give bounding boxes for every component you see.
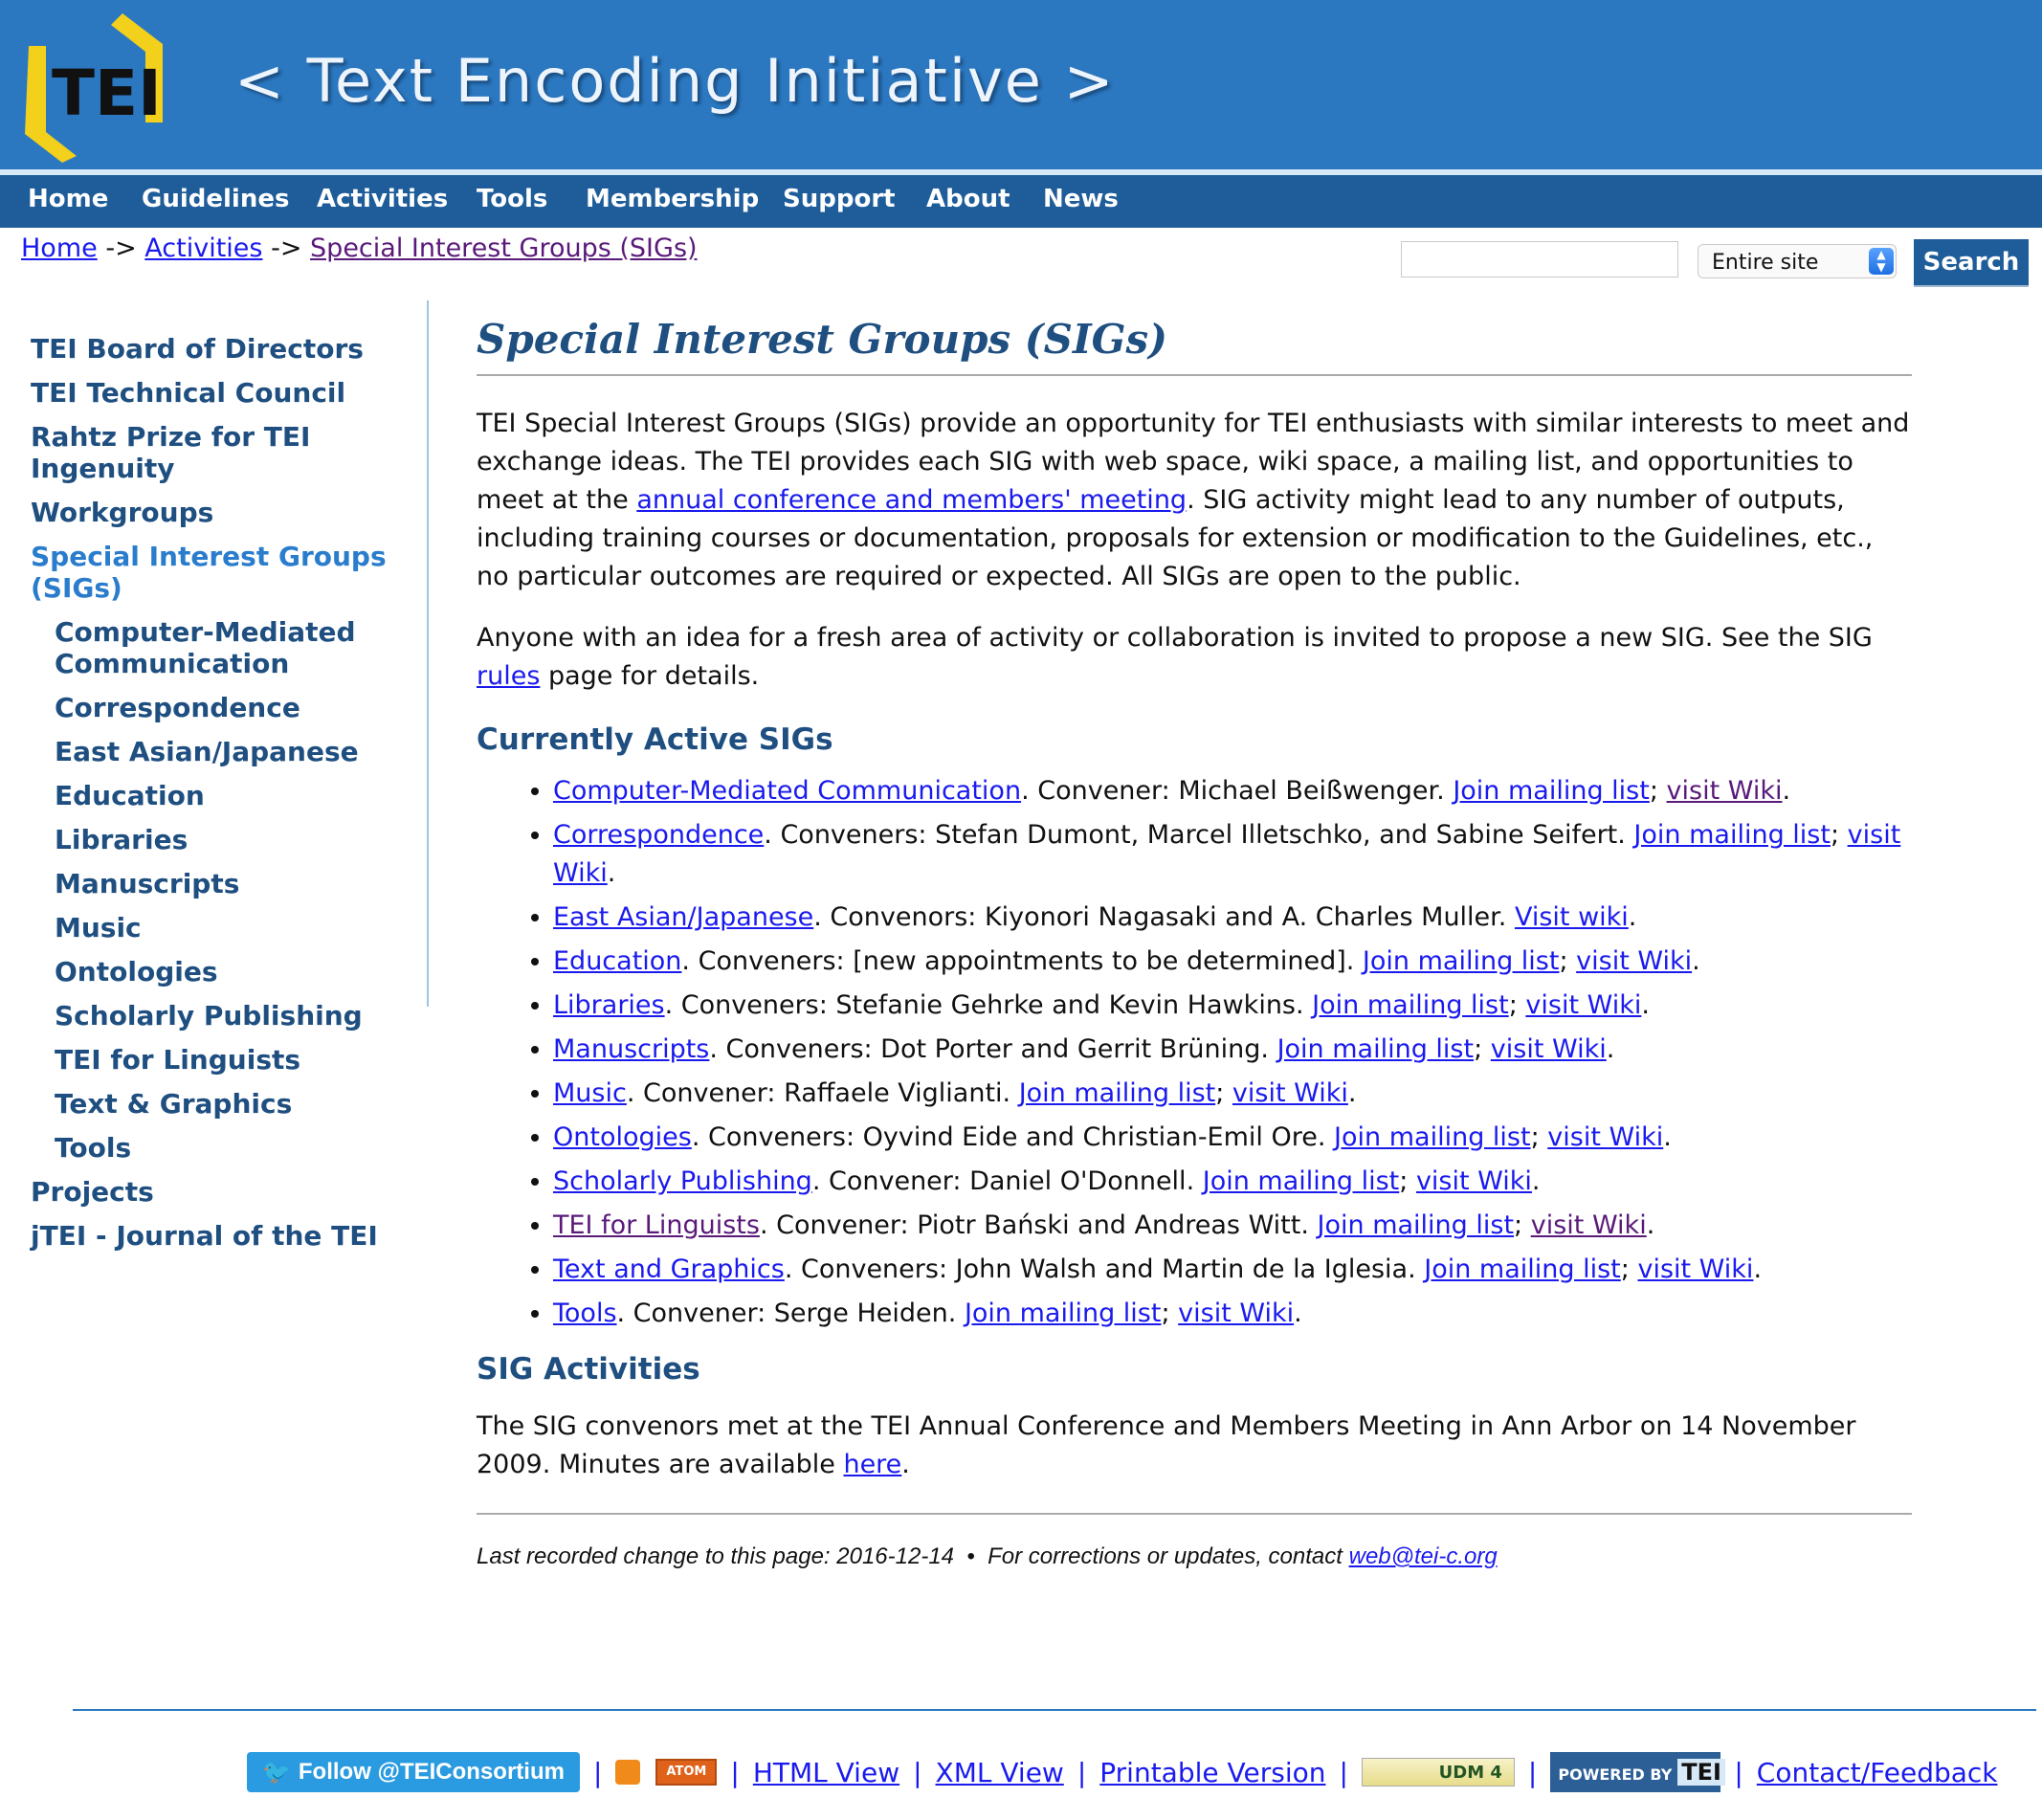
last-change-note bbox=[477, 1543, 1912, 1570]
nav-news[interactable]: News bbox=[1043, 185, 1119, 213]
search-scope-select[interactable] bbox=[1698, 244, 1897, 278]
contact-email-link[interactable]: web@tei-c.org bbox=[1348, 1543, 1498, 1569]
link-separator: ; bbox=[1830, 820, 1848, 850]
visit-wiki-link[interactable]: visit Wiki bbox=[1576, 946, 1693, 976]
sig-item-end: . bbox=[1646, 1210, 1655, 1240]
sidebar-item-board[interactable]: TEI Board of Directors bbox=[31, 333, 364, 365]
sig-list-item bbox=[553, 1207, 1912, 1245]
propose-paragraph bbox=[477, 619, 1912, 696]
sidebar-subitem-linguists[interactable]: TEI for Linguists bbox=[55, 1044, 301, 1076]
sig-list-item bbox=[553, 1119, 1912, 1157]
visit-wiki-link[interactable]: visit Wiki bbox=[553, 820, 1901, 888]
powered-by-label: POWERED BY bbox=[1558, 1765, 1673, 1784]
sig-list-item bbox=[553, 772, 1912, 810]
propose-text: page for details. bbox=[540, 661, 760, 691]
html-view-link[interactable]: HTML View bbox=[752, 1756, 900, 1788]
sidebar-item-projects[interactable]: Projects bbox=[31, 1176, 154, 1208]
visit-wiki-link[interactable]: visit Wiki bbox=[1490, 1034, 1607, 1064]
breadcrumb-current[interactable]: Special Interest Groups (SIGs) bbox=[310, 233, 698, 263]
sig-name-link[interactable]: East Asian/Japanese bbox=[553, 902, 814, 932]
visit-wiki-link[interactable]: visit Wiki bbox=[1525, 990, 1642, 1020]
atom-feed-icon[interactable]: ATOM bbox=[655, 1759, 717, 1786]
sig-item-end: . bbox=[1692, 946, 1700, 976]
sig-conveners-text: . Convener: Raffaele Viglianti. bbox=[626, 1078, 1019, 1108]
sidebar-item-jtei[interactable]: jTEI - Journal of the TEI bbox=[31, 1220, 378, 1252]
minutes-link[interactable]: here bbox=[843, 1450, 902, 1479]
sidebar-subitem-cmc[interactable]: Computer-Mediated Communication bbox=[55, 616, 356, 679]
nav-tools[interactable]: Tools bbox=[477, 185, 548, 213]
sig-list-item bbox=[553, 987, 1912, 1025]
twitter-bird-icon: 🐦 bbox=[262, 1759, 291, 1786]
xml-view-link[interactable]: XML View bbox=[935, 1756, 1064, 1788]
breadcrumb bbox=[21, 233, 698, 263]
sig-name-link[interactable]: TEI for Linguists bbox=[553, 1210, 760, 1240]
visit-wiki-link[interactable]: visit Wiki bbox=[1415, 1166, 1532, 1196]
visit-wiki-link[interactable]: visit Wiki bbox=[1547, 1122, 1664, 1152]
sig-name-link[interactable]: Music bbox=[553, 1078, 627, 1108]
activities-paragraph bbox=[477, 1408, 1912, 1484]
join-mailing-list-link[interactable]: Join mailing list bbox=[1424, 1254, 1621, 1284]
twitter-follow-button[interactable] bbox=[247, 1752, 580, 1792]
sidebar-subitem-text-graphics[interactable]: Text & Graphics bbox=[55, 1088, 293, 1120]
sig-name-link[interactable]: Tools bbox=[553, 1298, 617, 1328]
last-change-text: Last recorded change to this page: 2016-12-14 • For corrections or updates, contact bbox=[477, 1543, 1349, 1569]
sig-item-end: . bbox=[1641, 990, 1650, 1020]
sig-name-link[interactable]: Libraries bbox=[553, 990, 665, 1020]
sig-conveners-text: . Conveners: Oyvind Eide and Christian-Emil Ore. bbox=[691, 1122, 1335, 1152]
sig-name-link[interactable]: Manuscripts bbox=[553, 1034, 710, 1064]
udm-badge-icon[interactable]: UDM 4 bbox=[1362, 1758, 1515, 1787]
footer-separator: | bbox=[1734, 1756, 1743, 1788]
powered-tei-label: TEI bbox=[1677, 1759, 1725, 1786]
visit-wiki-link[interactable]: visit Wiki bbox=[1232, 1078, 1348, 1108]
sidebar-subitem-libraries[interactable]: Libraries bbox=[55, 824, 189, 855]
footer-separator: | bbox=[913, 1756, 922, 1788]
sidebar-item-workgroups[interactable]: Workgroups bbox=[31, 497, 214, 528]
search-scope-value: Entire site bbox=[1712, 251, 1819, 275]
link-separator: ; bbox=[1620, 1254, 1638, 1284]
conference-link[interactable]: annual conference and members' meeting bbox=[636, 485, 1187, 515]
sig-item-end: . bbox=[1531, 1166, 1541, 1196]
sidebar-item-council[interactable]: TEI Technical Council bbox=[31, 377, 346, 409]
sidebar-subitem-music[interactable]: Music bbox=[55, 912, 142, 943]
content-divider bbox=[477, 1513, 1912, 1515]
sig-conveners-text: . Conveners: John Walsh and Martin de la Iglesia. bbox=[784, 1254, 1425, 1284]
sig-item-end: . bbox=[1753, 1254, 1763, 1284]
search-button[interactable]: Search bbox=[1914, 239, 2029, 285]
active-sigs-heading: Currently Active SIGs bbox=[477, 722, 833, 757]
join-mailing-list-link[interactable]: Join mailing list bbox=[1633, 820, 1831, 850]
activities-text: . bbox=[901, 1450, 910, 1479]
main-content bbox=[477, 316, 1912, 1570]
intro-paragraph bbox=[477, 405, 1912, 596]
visit-wiki-link[interactable]: visit Wiki bbox=[1637, 1254, 1754, 1284]
sig-list-item bbox=[553, 1251, 1912, 1289]
link-separator: ; bbox=[1399, 1166, 1416, 1196]
main-nav bbox=[0, 175, 2042, 228]
rules-link[interactable]: rules bbox=[477, 661, 541, 691]
printable-version-link[interactable]: Printable Version bbox=[1099, 1756, 1326, 1788]
site-banner bbox=[0, 0, 2042, 169]
footer-separator: | bbox=[592, 1756, 603, 1788]
join-mailing-list-link[interactable]: Join mailing list bbox=[1312, 990, 1509, 1020]
link-separator: ; bbox=[1514, 1210, 1531, 1240]
footer-separator: | bbox=[1339, 1756, 1348, 1788]
sig-conveners-text: . Conveners: [new appointments to be determined]. bbox=[681, 946, 1363, 976]
footer-divider bbox=[73, 1709, 2036, 1711]
powered-by-tei-badge[interactable] bbox=[1550, 1752, 1720, 1792]
nav-home[interactable]: Home bbox=[28, 185, 109, 213]
join-mailing-list-link[interactable]: Join mailing list bbox=[1334, 1122, 1531, 1152]
link-separator: ; bbox=[1559, 946, 1577, 976]
sig-name-link[interactable]: Scholarly Publishing bbox=[553, 1166, 812, 1196]
sidebar-subitem-scholarly-publishing[interactable]: Scholarly Publishing bbox=[55, 1000, 363, 1032]
sig-name-link[interactable]: Computer-Mediated Communication bbox=[553, 776, 1022, 806]
join-mailing-list-link[interactable]: Join mailing list bbox=[1276, 1034, 1475, 1064]
sig-list-item bbox=[553, 899, 1912, 937]
intro-text: TEI Special Interest Groups (SIGs) provide an opportunity for TEI enthusiasts with similar interests to meet and exchange ideas. The TEI provides each SIG with web space, wiki space, a mailing list, and opportunities to meet at the bbox=[477, 409, 1910, 515]
sidebar-subitem-east-asian[interactable]: East Asian/Japanese bbox=[55, 736, 359, 767]
footer-bar bbox=[247, 1751, 1998, 1793]
sig-item-end: . bbox=[1782, 776, 1791, 806]
sig-list-item bbox=[553, 943, 1912, 981]
footer-separator: | bbox=[1076, 1756, 1087, 1788]
visit-wiki-link[interactable]: visit Wiki bbox=[1666, 776, 1783, 806]
join-mailing-list-link[interactable]: Join mailing list bbox=[1317, 1210, 1515, 1240]
sig-conveners-text: . Convener: Daniel O'Donnell. bbox=[811, 1166, 1203, 1196]
nav-guidelines[interactable]: Guidelines bbox=[142, 185, 290, 213]
sig-list-item bbox=[553, 1031, 1912, 1069]
breadcrumb-activities[interactable]: Activities bbox=[144, 233, 263, 263]
sidebar-subitem-ontologies[interactable]: Ontologies bbox=[55, 956, 218, 988]
sidebar-subitem-tools[interactable]: Tools bbox=[55, 1132, 132, 1164]
visit-wiki-link[interactable]: visit Wiki bbox=[1530, 1210, 1647, 1240]
sidebar-item-sigs[interactable]: Special Interest Groups (SIGs) bbox=[31, 541, 387, 604]
sig-conveners-text: . Convener: Michael Beißwenger. bbox=[1021, 776, 1454, 806]
sidebar bbox=[31, 333, 413, 1264]
twitter-label: Follow @TEIConsortium bbox=[298, 1759, 565, 1785]
sig-name-link[interactable]: Ontologies bbox=[553, 1122, 692, 1152]
activities-text: The SIG convenors met at the TEI Annual Conference and Members Meeting in Ann Arbor on 14 November 2009. Minutes are available bbox=[477, 1411, 1856, 1479]
logo-text: TEI bbox=[52, 56, 162, 130]
sig-conveners-text: . Conveners: Stefanie Gehrke and Kevin Hawkins. bbox=[664, 990, 1313, 1020]
join-mailing-list-link[interactable]: Join mailing list bbox=[1202, 1166, 1400, 1196]
sig-item-end: . bbox=[1628, 902, 1637, 932]
propose-text: Anyone with an idea for a fresh area of activity or collaboration is invited to propose a new SIG. See the SIG bbox=[477, 623, 1873, 653]
nav-activities[interactable]: Activities bbox=[317, 185, 449, 213]
rss-icon[interactable] bbox=[615, 1760, 640, 1785]
sidebar-subitem-education[interactable]: Education bbox=[55, 780, 205, 811]
nav-about[interactable]: About bbox=[926, 185, 1010, 213]
sig-list-item bbox=[553, 1295, 1912, 1333]
footer-separator: | bbox=[1527, 1756, 1538, 1788]
sig-conveners-text: . Convener: Piotr Bański and Andreas Witt. bbox=[759, 1210, 1318, 1240]
sidebar-item-rahtz-prize[interactable]: Rahtz Prize for TEI Ingenuity bbox=[31, 421, 311, 484]
tei-logo[interactable] bbox=[19, 8, 172, 163]
visit-wiki-link[interactable]: visit Wiki bbox=[1178, 1298, 1295, 1328]
page-title: Special Interest Groups (SIGs) bbox=[477, 316, 1912, 376]
sig-item-end: . bbox=[1294, 1298, 1302, 1328]
select-arrows-icon: ▲ ▼ bbox=[1869, 248, 1894, 275]
sig-list-item bbox=[553, 816, 1912, 893]
sig-list-item bbox=[553, 1163, 1912, 1201]
sig-conveners-text: . Conveners: Stefan Dumont, Marcel Illetschko, and Sabine Seifert. bbox=[764, 820, 1634, 850]
sig-conveners-text: . Convener: Serge Heiden. bbox=[616, 1298, 965, 1328]
sig-list bbox=[477, 772, 1912, 1333]
footer-separator: | bbox=[730, 1756, 740, 1788]
sig-item-end: . bbox=[1606, 1034, 1615, 1064]
breadcrumb-separator: -> bbox=[271, 233, 302, 263]
sig-name-link[interactable]: Correspondence bbox=[553, 820, 765, 850]
link-separator: ; bbox=[1530, 1122, 1548, 1152]
sidebar-divider bbox=[427, 300, 429, 1007]
join-mailing-list-link[interactable]: Join mailing list bbox=[1018, 1078, 1216, 1108]
intro-text: . SIG activity might lead to any number of outputs, including training courses or documentation, proposals for extension or modification to the Guidelines, etc., no particular outcomes are required or expected. All SIGs are open to the public. bbox=[477, 485, 1874, 591]
sig-item-end: . bbox=[1663, 1122, 1672, 1152]
sig-item-end: . bbox=[1347, 1078, 1357, 1108]
breadcrumb-separator: -> bbox=[105, 233, 137, 263]
sig-name-link[interactable]: Education bbox=[553, 946, 682, 976]
sidebar-subitem-correspondence[interactable]: Correspondence bbox=[55, 692, 300, 723]
link-separator: ; bbox=[1649, 776, 1667, 806]
breadcrumb-home[interactable]: Home bbox=[21, 233, 98, 263]
link-separator: ; bbox=[1508, 990, 1526, 1020]
join-mailing-list-link[interactable]: Join mailing list bbox=[1362, 946, 1560, 976]
nav-membership[interactable]: Membership bbox=[586, 185, 760, 213]
contact-feedback-link[interactable]: Contact/Feedback bbox=[1756, 1756, 1998, 1788]
sig-item-end: . bbox=[607, 858, 616, 888]
link-separator: ; bbox=[1215, 1078, 1232, 1108]
link-separator: ; bbox=[1161, 1298, 1179, 1328]
search-input[interactable] bbox=[1401, 241, 1678, 277]
nav-support[interactable]: Support bbox=[783, 185, 896, 213]
site-title: < Text Encoding Initiative > bbox=[234, 46, 1116, 116]
join-mailing-list-link[interactable]: Join mailing list bbox=[964, 1298, 1162, 1328]
sig-conveners-text: . Conveners: Dot Porter and Gerrit Brüning. bbox=[709, 1034, 1277, 1064]
sig-conveners-text: . Convenors: Kiyonori Nagasaki and A. Charles Muller. bbox=[813, 902, 1515, 932]
sig-list-item bbox=[553, 1075, 1912, 1113]
visit-wiki-link[interactable]: Visit wiki bbox=[1514, 902, 1629, 932]
sig-activities-heading: SIG Activities bbox=[477, 1352, 700, 1387]
join-mailing-list-link[interactable]: Join mailing list bbox=[1453, 776, 1650, 806]
link-separator: ; bbox=[1474, 1034, 1491, 1064]
sig-name-link[interactable]: Text and Graphics bbox=[553, 1254, 785, 1284]
sidebar-subitem-manuscripts[interactable]: Manuscripts bbox=[55, 868, 240, 899]
